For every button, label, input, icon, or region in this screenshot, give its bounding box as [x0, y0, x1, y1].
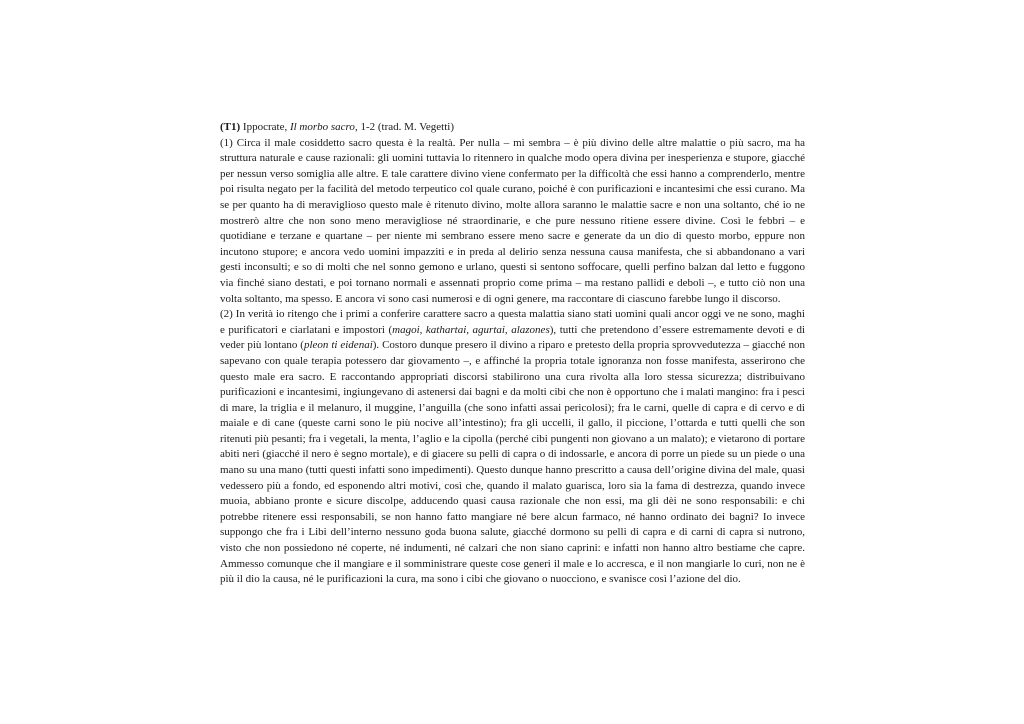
paragraph-1: (1) Circa il male cosiddetto sacro questa è la realtà. Per nulla – mi sembra – è più divino delle altre malattie o più sacro, ma ha struttura naturale e cause razionali: gli uomini tuttavia lo ritennero in qualche modo opera divina per inesperienza e stupore, giacché per nessun verso somiglia alle altre. E tale carattere divino viene confermato per la difficoltà che essi hanno a comprenderlo, mentre poi risulta negato per la facilità del metodo terpeutico col quale curano, poiché è con purificazioni e incantesimi che essi curano. Ma se per quanto ha di meraviglioso questo male è ritenuto divino, molte allora saranno le malattie sacre e non una soltanto, ché io ne mostrerò altre che non sono meno meravigliose né straordinarie, e che pure nessuno ritiene essere divine. Così le febbri – e quotidiane e terzane e quartane – per niente mi sembrano essere meno sacre e generate da un dio di questo morbo, eppure non incutono stupore; e ancora vedo uomini impazziti e in preda al delirio senza nessuna causa manifesta, che si abbandonano a vari gesti inconsulti; e so di molti che nel sonno gemono e urlano, questi si sentono soffocare, quelli perfino balzan dal letto e fuggono via finché siano destati, e poi tornano normali e assennati proprio come prima – ma restano pallidi e deboli –, e tutto ciò non una volta soltanto, ma spesso. E ancora vi sono casi numerosi e di ogni genere, ma raccontare di ciascuno farebbe lungo il discorso.	[220, 136, 805, 305]
excerpt-citation: , 1-2 (trad. M. Vegetti)	[354, 121, 455, 133]
paragraph-2	[220, 307, 805, 588]
excerpt-author: Ippocrate,	[240, 121, 290, 133]
text-block	[220, 120, 805, 588]
excerpt-label: (T1)	[220, 121, 241, 133]
excerpt-work-title: Il morbo sacro	[289, 121, 355, 133]
paragraph-2-part-1: (2) In verità io ritengo che i primi a conferire carattere sacro a questa malattia siano stati uomini quali ancor oggi ve ne sono, maghi e purificatori e ciarlatani e impostori (	[220, 308, 805, 336]
paragraph-2-part-3: ). Costoro dunque presero il divino a riparo e pretesto della propria sprovvedutezza – giacché non sapevano con quale terapia potessero dar giovamento –, e affinché la propria totale ignoranza non fosse manifesta, asserirono che questo male era sacro. E raccontando appropriati discorsi stabilirono una cura rivolta alla loro stessa sicurezza; distribuivano purificazioni e incantesimi, ingiungevano di astenersi dai bagni e da molti cibi che non è opportuno che i malati mangino: fra i pesci di mare, la triglia e il melanuro, il muggine, l’anguilla (che sono infatti assai pericolosi); fra le carni, quelle di capra e di cervo e di maiale e di cane (queste carni sono le più nocive all’intestino); fra gli uccelli, il gallo, il piccione, l’ottarda e tutti quelli che son ritenuti più pesanti; fra i vegetali, la menta, l’aglio e la cipolla (perché cibi pungenti non giovano a un malato); e vietarono di portare abiti neri (giacché il nero è segno mortale), e di giacere su pelli di capra o di indossarle, e ancora di porre un piede su un piede o una mano su una mano (tutti questi infatti sono impedimenti). Questo dunque hanno prescritto a causa dell’origine divina del male, quasi vedessero più a fondo, ed esponendo altri motivi, così che, quando il malato guarisca, loro sia la fama di destrezza, quando invece muoia, abbiano pronte e sicure discolpe, adducendo quasi causa razionale che non essi, ma gli dèi ne sono responsabili: e chi potrebbe ritenere essi responsabili, se non hanno fatto mangiare né bere alcun farmaco, né hanno ordinato dei bagni? Io invece suppongo che fra i Libi dell’interno nessuno goda buona salute, giacché dormono su pelli di capra e di carni di capra si nutrono, visto che non possiedono né coperte, né indumenti, né calzari che non siano caprini: e infatti non hanno altro bestiame che capre. Ammesso comunque che il mangiare e il somministrare queste cose generi il male e lo accresca, e il non mangiarle lo curi, non ne è più il dio la causa, né le purificazioni la cura, ma sono i cibi che giovano o nuocciono, e svanisce così l’azione del dio.	[220, 339, 805, 586]
greek-terms-1: magoi, kathartai, agurtai, alazones	[392, 323, 550, 336]
paragraph-2-part-2: ), tutti che pretendono d’essere estremamente devoti e di veder più lontano (	[220, 323, 805, 352]
excerpt-heading	[220, 120, 805, 136]
greek-terms-2: pleon ti eidenai	[303, 339, 373, 352]
